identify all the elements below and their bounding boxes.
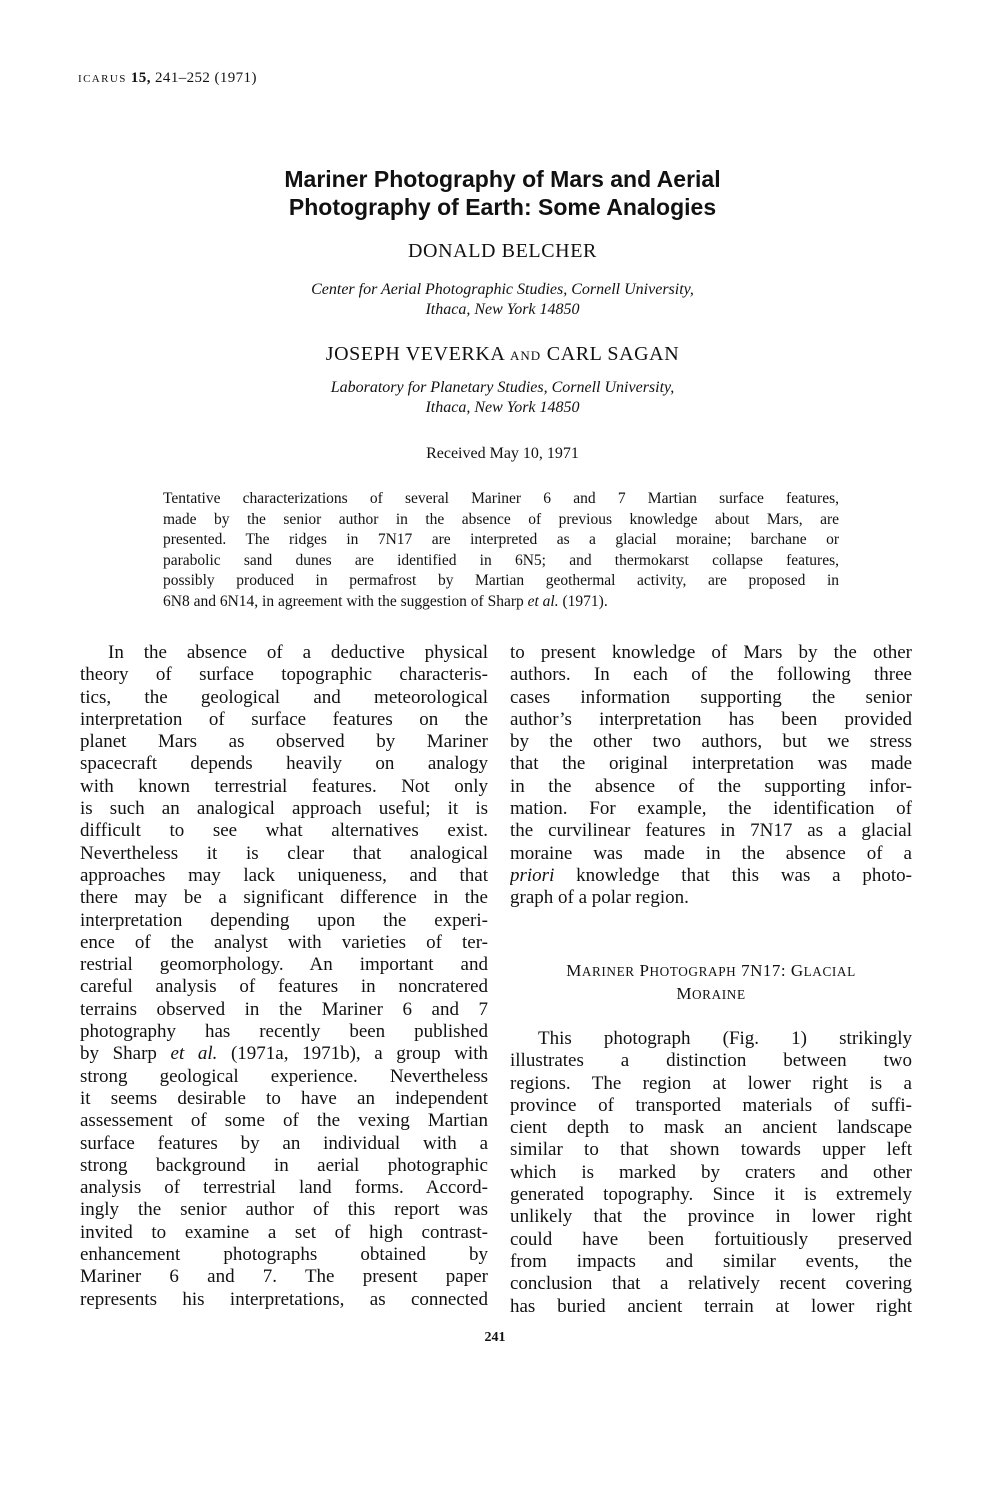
body-line: careful analysis of features in noncratered (80, 976, 488, 998)
body-line: author’s interpretation has been provided (510, 708, 912, 730)
heading-cap: G (790, 961, 804, 980)
body-line: ingly the senior author of this report was (80, 1199, 488, 1221)
body-line: assessement of some of the vexing Martian (80, 1110, 488, 1132)
heading-code: 7N17: (741, 961, 787, 980)
body-line: province of transported materials of suffi- (510, 1094, 912, 1116)
heading-smallcaps: HOTOGRAPH (649, 964, 737, 979)
body-line: cases information supporting the senior (510, 686, 912, 708)
body-line: spacecraft depends heavily on analogy (80, 753, 488, 775)
body-italic: et al. (170, 1043, 218, 1065)
affiliation-line: Ithaca, New York 14850 (425, 301, 580, 318)
received-date: Received May 10, 1971 (426, 445, 579, 462)
body-line: restrial geomorphology. An important and (80, 954, 488, 976)
body-line: terrains observed in the Mariner 6 and 7 (80, 998, 488, 1020)
author-conjunction: AND (509, 348, 542, 363)
body-line: strong geological experience. Nevertheless (80, 1065, 488, 1087)
body-line: generated topography. Since it is extremely (510, 1184, 912, 1206)
body-line: by the other two authors, but we stress (510, 731, 912, 753)
body-line: cient depth to mask an ancient landscape (510, 1117, 912, 1139)
affiliation-line: Laboratory for Planetary Studies, Cornell University, (330, 379, 675, 396)
journal-name: ICARUS (78, 73, 127, 85)
body-line: planet Mars as observed by Mariner (80, 731, 488, 753)
affiliation-line: Ithaca, New York 14850 (425, 399, 580, 416)
page-number: 241 (484, 1330, 506, 1345)
body-line: illustrates a distinction between two (510, 1050, 912, 1072)
body-line: that the original interpretation was made (510, 753, 912, 775)
body-line: conclusion that a relatively recent covering (510, 1273, 912, 1295)
abstract (163, 489, 839, 612)
body-line: is such an analogical approach useful; it is (80, 798, 488, 820)
abstract-italic: et al. (527, 592, 559, 610)
right-column (510, 642, 912, 910)
body-line: authors. In each of the following three (510, 664, 912, 686)
body-line: there may be a significant difference in the (80, 887, 488, 909)
body-line: to present knowledge of Mars by the other (510, 642, 912, 663)
section-heading (510, 960, 912, 1006)
body-line: tics, the geological and meteorological (80, 686, 488, 708)
body-line: interpretation of surface features on the (80, 708, 488, 730)
heading-smallcaps: ARINER (581, 964, 635, 979)
author-name: JOSEPH VEVERKA (325, 343, 505, 365)
abstract-line: made by the senior author in the absence of previous knowledge about Mars, are (163, 510, 839, 528)
heading-cap: P (639, 961, 650, 980)
body-line: This photograph (Fig. 1) strikingly (538, 1028, 912, 1049)
abstract-line: presented. The ridges in 7N17 are interpreted as a glacial moraine; barchane or (163, 531, 839, 548)
body-line: difficult to see what alternatives exist. (80, 820, 488, 842)
body-line: In the absence of a deductive physical (108, 642, 488, 663)
body-line: analysis of terrestrial land forms. Accord- (80, 1177, 488, 1199)
body-line: from impacts and similar events, the (510, 1250, 912, 1272)
body-line: with known terrestrial features. Not only (80, 775, 488, 797)
body-line: the curvilinear features in 7N17 as a glacial (510, 820, 912, 842)
body-text: (1971a, 1971b), a group with (217, 1043, 488, 1065)
left-column (80, 642, 488, 1311)
body-line: ence of the analyst with varieties of ter- (80, 931, 488, 953)
body-line: which is marked by craters and other (510, 1161, 912, 1183)
affiliation-line: Center for Aerial Photographic Studies, Cornell University, (311, 281, 694, 298)
body-line (80, 1043, 488, 1065)
body-line: regions. The region at lower right is a (510, 1072, 912, 1094)
heading-cap: M (676, 984, 692, 1003)
abstract-text: (1971). (558, 592, 608, 610)
volume-number: 15, (130, 70, 151, 86)
body-line: approaches may lack uniqueness, and that (80, 864, 488, 886)
body-line: in the absence of the supporting infor- (510, 775, 912, 797)
running-header (78, 70, 257, 87)
author-affiliation (150, 280, 855, 320)
body-line: has buried ancient terrain at lower right (510, 1295, 912, 1317)
body-text: by Sharp (80, 1043, 171, 1065)
body-line: mation. For example, the identification of (510, 798, 912, 820)
body-line (510, 865, 912, 887)
pages-year: 241–252 (1971) (155, 70, 257, 86)
body-line: Nevertheless it is clear that analogical (80, 842, 488, 864)
body-italic: priori (510, 864, 555, 886)
heading-cap: M (566, 961, 582, 980)
heading-smallcaps: LACIAL (803, 964, 856, 979)
title-line: Photography of Earth: Some Analogies (288, 194, 717, 220)
heading-smallcaps: ORAINE (691, 987, 746, 1002)
abstract-line: Tentative characterizations of several Mariner 6 and 7 Martian surface features, (163, 490, 839, 507)
heading-line (510, 960, 912, 983)
body-text: knowledge that this was a photo- (554, 864, 912, 886)
right-column-section (510, 1028, 912, 1318)
author-names (150, 343, 855, 366)
abstract-line (163, 592, 839, 613)
abstract-line: parabolic sand dunes are identified in 6N5; and thermokarst collapse features, (163, 551, 839, 569)
title-line: Mariner Photography of Mars and Aerial (284, 166, 721, 192)
body-line: photography has recently been published (80, 1021, 488, 1043)
abstract-line: possibly produced in permafrost by Martian geothermal activity, are proposed in (163, 572, 839, 589)
body-line: it seems desirable to have an independent (80, 1087, 488, 1109)
body-line: similar to that shown towards upper left (510, 1139, 912, 1161)
body-line: theory of surface topographic characteris- (80, 664, 488, 686)
body-line: enhancement photographs obtained by (80, 1244, 488, 1266)
body-line: surface features by an individual with a (80, 1132, 488, 1154)
body-line: Mariner 6 and 7. The present paper (80, 1266, 488, 1288)
body-line: represents his interpretations, as connected (80, 1288, 488, 1310)
author-affiliation (150, 378, 855, 418)
body-line: graph of a polar region. (510, 887, 689, 909)
author-name: DONALD BELCHER (408, 240, 597, 262)
body-line: interpretation depending upon the experi- (80, 909, 488, 931)
body-line: unlikely that the province in lower right (510, 1206, 912, 1228)
body-line: strong background in aerial photographic (80, 1154, 488, 1176)
body-line: moraine was made in the absence of a (510, 842, 912, 864)
heading-line (510, 983, 912, 1006)
body-line: invited to examine a set of high contrast- (80, 1221, 488, 1243)
body-line: could have been fortuitiously preserved (510, 1228, 912, 1250)
author-name: CARL SAGAN (546, 343, 680, 365)
abstract-text: 6N8 and 6N14, in agreement with the suggestion of Sharp (163, 592, 528, 610)
paper-title (150, 165, 855, 221)
